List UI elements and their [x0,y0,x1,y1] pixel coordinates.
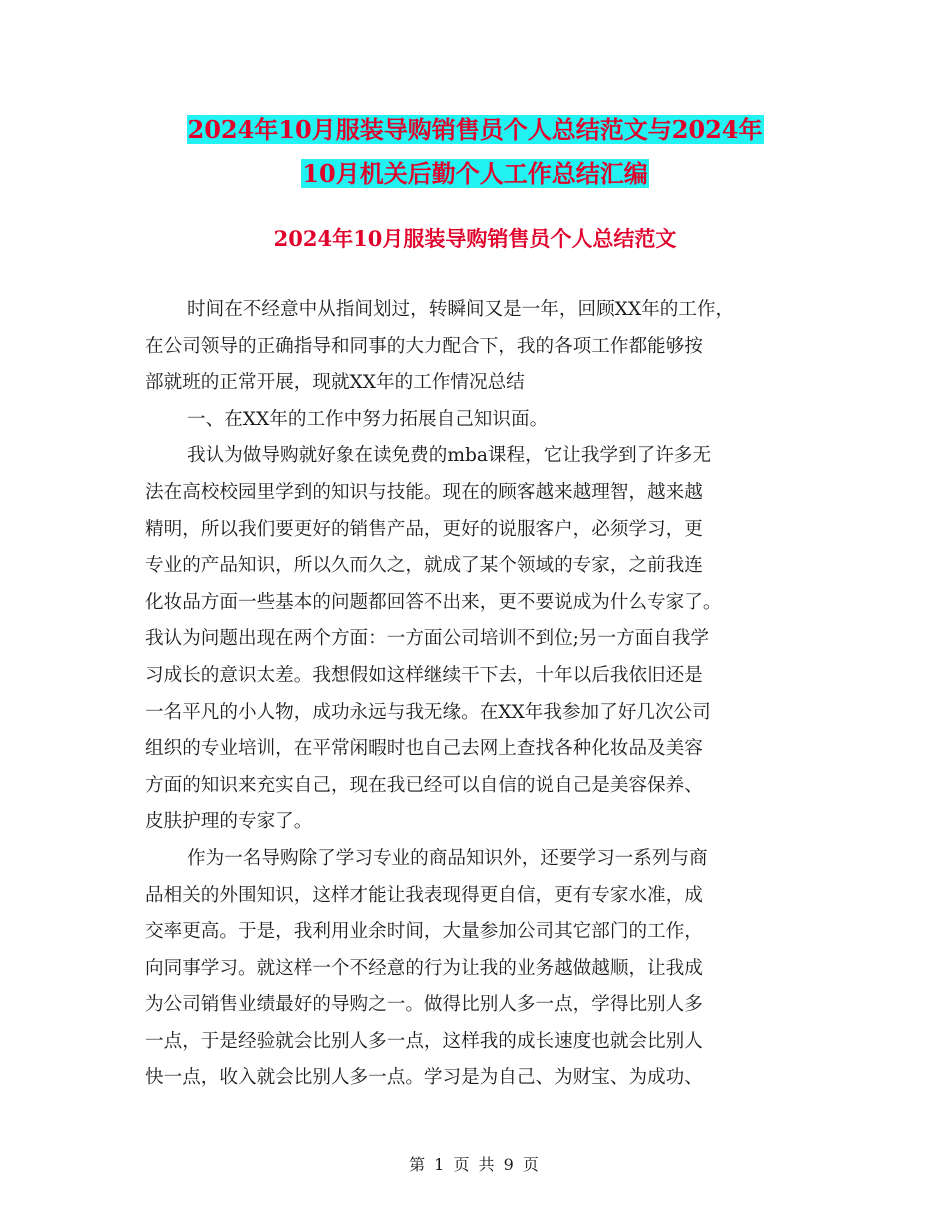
paragraph-line: 皮肤护理的专家了。 [145,811,313,833]
paragraph-line: 法在高校校园里学到的知识与技能。现在的顾客越来越理智，越来越 [145,481,703,503]
paragraph-line: 组织的专业培训，在平常闲暇时也自己去网上查找各种化妆品及美容 [145,738,703,760]
paragraph-line: 一名平凡的小人物，成功永远与我无缘。在XX年我参加了好几次公司 [145,701,711,723]
paragraph-line: 部就班的正常开展，现就XX年的工作情况总结 [145,372,525,394]
paragraph-line: 快一点，收入就会比别人多一点。学习是为自己、为财宝、为成功、 [145,1067,703,1089]
paragraph-line: 一、在XX年的工作中努力拓展自己知识面。 [187,408,549,430]
paragraph-line: 在公司领导的正确指导和同事的大力配合下，我的各项工作都能够按 [145,335,703,357]
paragraph-line: 为公司销售业绩最好的导购之一。做得比别人多一点，学得比别人多 [145,994,703,1016]
paragraph-line: 精明，所以我们要更好的销售产品，更好的说服客户，必须学习，更 [145,518,703,540]
paragraph-line: 方面的知识来充实自己，现在我已经可以自信的说自己是美容保养、 [145,774,703,796]
paragraph-line: 向同事学习。就这样一个不经意的行为让我的业务越做越顺，让我成 [145,957,703,979]
paragraph-line: 化妆品方面一些基本的问题都回答不出来，更不要说成为什么专家了。 [145,591,722,613]
section-title: 2024年10月服装导购销售员个人总结范文 [273,226,677,251]
document-title-line-2 [0,148,950,200]
paragraph-line: 专业的产品知识，所以久而久之，就成了某个领域的专家，之前我连 [145,555,703,577]
page-footer: 第 1 页 共 9 页 [409,1155,541,1174]
paragraph-line: 我认为做导购就好象在读免费的mba课程，它让我学到了许多无 [187,445,712,467]
paragraph-line: 品相关的外围知识，这样才能让我表现得更自信，更有专家水准，成 [145,884,703,906]
paragraph-line: 交率更高。于是，我利用业余时间，大量参加公司其它部门的工作， [145,921,703,943]
document-title-text-1: 2024年10月服装导购销售员个人总结范文与2024年 [187,115,763,144]
paragraph-line: 作为一名导购除了学习专业的商品知识外，还要学习一系列与商 [187,847,708,869]
paragraph-line: 习成长的意识太差。我想假如这样继续干下去，十年以后我依旧还是 [145,664,703,686]
paragraph-line: 时间在不经意中从指间划过，转瞬间又是一年，回顾XX年的工作， [187,299,735,320]
paragraph-line: 一点，于是经验就会比别人多一点，这样我的成长速度也就会比别人 [145,1030,703,1052]
paragraph-line: 我认为问题出现在两个方面：一方面公司培训不到位;另一方面自我学 [145,628,710,650]
body-text [145,292,825,1097]
document-title-text-2: 10月机关后勤个人工作总结汇编 [302,159,648,188]
